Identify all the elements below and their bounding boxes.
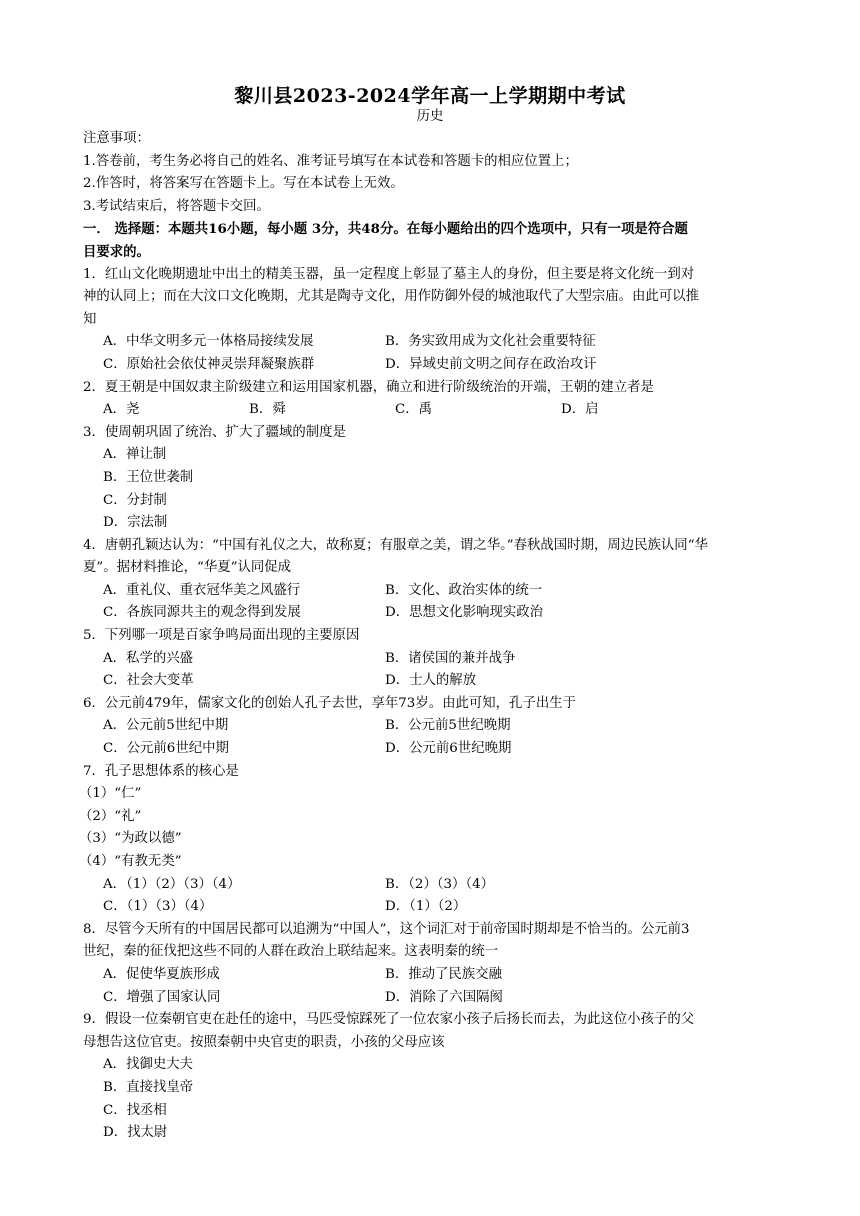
statement-item: （1）“仁” <box>79 786 142 802</box>
question-7 <box>79 761 783 919</box>
question-text: 夏”。据材料推论，“华夏”认同促成 <box>83 560 292 576</box>
option-c: C．分封制 <box>103 492 167 508</box>
option-row <box>83 987 783 1010</box>
option-c: C．找丞相 <box>103 1102 167 1118</box>
notice-item: 1.答卷前，考生务必将自己的姓名、准考证号填写在本试卷和答题卡的相应位置上； <box>83 153 578 169</box>
option-d: D．思想文化影响现实政治 <box>385 605 544 621</box>
exam-title: 黎川县2023-2024学年高一上学期期中考试 <box>234 85 626 107</box>
option-row <box>83 738 783 761</box>
option-a: A．找御史大夫 <box>103 1057 194 1073</box>
option-b: B．直接找皇帝 <box>103 1079 194 1095</box>
question-text: 1．红山文化晚期遗址中出土的精美玉器，虽一定程度上彰显了墓主人的身份，但主要是将文化统一到对 <box>83 266 695 282</box>
statement-item: （2）“礼” <box>79 808 142 824</box>
option-d: D．宗法制 <box>103 515 168 531</box>
option-row <box>83 874 783 897</box>
option-a: A．中华文明多元一体格局接续发展 <box>103 334 314 350</box>
question-text: 7．孔子思想体系的核心是 <box>83 763 239 779</box>
question-text: 6．公元前479年，儒家文化的创始人孔子去世，享年73岁。由此可知，孔子出生于 <box>83 695 577 711</box>
question-2 <box>83 377 783 422</box>
question-6 <box>83 693 783 761</box>
question-4 <box>83 535 783 625</box>
option-b: B．（2）（3）（4） <box>385 876 495 892</box>
notice-heading: 注意事项： <box>83 131 150 146</box>
option-b: B．公元前5世纪晚期 <box>385 718 511 734</box>
option-a: A．禅让制 <box>103 447 167 463</box>
option-a: A．私学的兴盛 <box>103 650 194 666</box>
question-8 <box>83 919 783 1009</box>
statement-item: （3）“为政以德” <box>79 831 182 847</box>
option-row <box>83 964 783 987</box>
statement-item: （4）“有教无类” <box>79 854 182 869</box>
question-5 <box>83 625 783 693</box>
option-row <box>83 331 783 354</box>
question-9 <box>83 1009 783 1145</box>
question-text: 5．下列哪一项是百家争鸣局面出现的主要原因 <box>83 628 360 644</box>
option-row <box>83 670 783 693</box>
section-heading: 一． 选择题：本题共16小题，每小题 3分，共48分。在每小题给出的四个选项中，只有一项是符合题 <box>83 221 688 238</box>
question-text: 母想告这位官吏。按照秦朝中央官吏的职责，小孩的父母应该 <box>83 1034 445 1050</box>
option-b: B．推动了民族交融 <box>385 966 502 982</box>
question-text: 4．唐朝孔颖达认为：“中国有礼仪之大，故称夏；有服章之美，谓之华。”春秋战国时期，周边民族认同“华 <box>83 537 708 553</box>
question-text: 3．使周朝巩固了统治、扩大了疆域的制度是 <box>83 424 346 440</box>
option-c: C．原始社会依仗神灵崇拜凝聚族群 <box>103 356 315 372</box>
option-row <box>83 648 783 671</box>
option-d: D．启 <box>561 402 599 418</box>
option-b: B．舜 <box>249 402 286 418</box>
question-1 <box>83 264 783 377</box>
question-text: 神的认同上；而在大汶口文化晚期，尤其是陶寺文化，用作防御外侵的城池取代了大型宗庙。由此可以推 <box>83 289 699 305</box>
option-d: D．（1）（2） <box>385 899 467 915</box>
option-b: B．王位世袭制 <box>103 469 194 485</box>
exam-subject: 历史 <box>416 109 444 124</box>
option-row <box>83 354 783 377</box>
option-a: A．促使华夏族形成 <box>103 966 220 982</box>
option-a: A．重礼仪、重衣冠华美之风盛行 <box>103 582 301 598</box>
option-d: D．找太尉 <box>103 1125 168 1141</box>
question-text: 知 <box>83 311 97 327</box>
option-row <box>83 602 783 625</box>
option-d: D．公元前6世纪晚期 <box>385 741 512 757</box>
option-b: B．诸侯国的兼并战争 <box>385 650 516 666</box>
option-b: B．务实致用成为文化社会重要特征 <box>385 334 596 350</box>
section-heading-cont: 目要求的。 <box>83 243 150 260</box>
option-c: C．禹 <box>395 402 433 418</box>
question-text: 9．假设一位秦朝官吏在赴任的途中，马匹受惊踩死了一位农家小孩子后扬长而去，为此这位小孩子的父 <box>83 1012 695 1028</box>
question-text: 8．尽管今天所有的中国居民都可以追溯为“中国人”，这个词汇对于前帝国时期却是不恰当的。公元前3 <box>83 921 690 937</box>
option-row <box>83 715 783 738</box>
option-c: C．（1）（3）（4） <box>103 899 213 915</box>
question-3 <box>83 422 783 535</box>
option-a: A．（1）（2）（3）（4） <box>103 876 241 892</box>
option-a: A．尧 <box>103 402 140 418</box>
option-d: D．消除了六国隔阂 <box>385 989 503 1005</box>
notice-item: 3.考试结束后，将答题卡交回。 <box>83 198 270 214</box>
option-row <box>83 896 783 919</box>
question-text: 世纪，秦的征伐把这些不同的人群在政治上联结起来。这表明秦的统一 <box>83 944 499 960</box>
option-b: B．文化、政治实体的统一 <box>385 582 543 598</box>
option-a: A．公元前5世纪中期 <box>103 718 229 734</box>
option-c: C．增强了国家认同 <box>103 989 221 1005</box>
question-text: 2．夏王朝是中国奴隶主阶级建立和运用国家机器，确立和进行阶级统治的开端，王朝的建立者是 <box>83 379 654 395</box>
option-d: D．士人的解放 <box>385 673 477 689</box>
option-row <box>83 399 783 422</box>
notice-item: 2.作答时，将答案写在答题卡上。写在本试卷上无效。 <box>83 176 404 192</box>
option-row <box>83 580 783 603</box>
option-c: C．各族同源共主的观念得到发展 <box>103 605 301 621</box>
option-c: C．公元前6世纪中期 <box>103 741 229 757</box>
option-d: D．异域史前文明之间存在政治攻讦 <box>385 356 597 372</box>
option-c: C．社会大变革 <box>103 673 194 689</box>
exam-body <box>79 128 783 1145</box>
